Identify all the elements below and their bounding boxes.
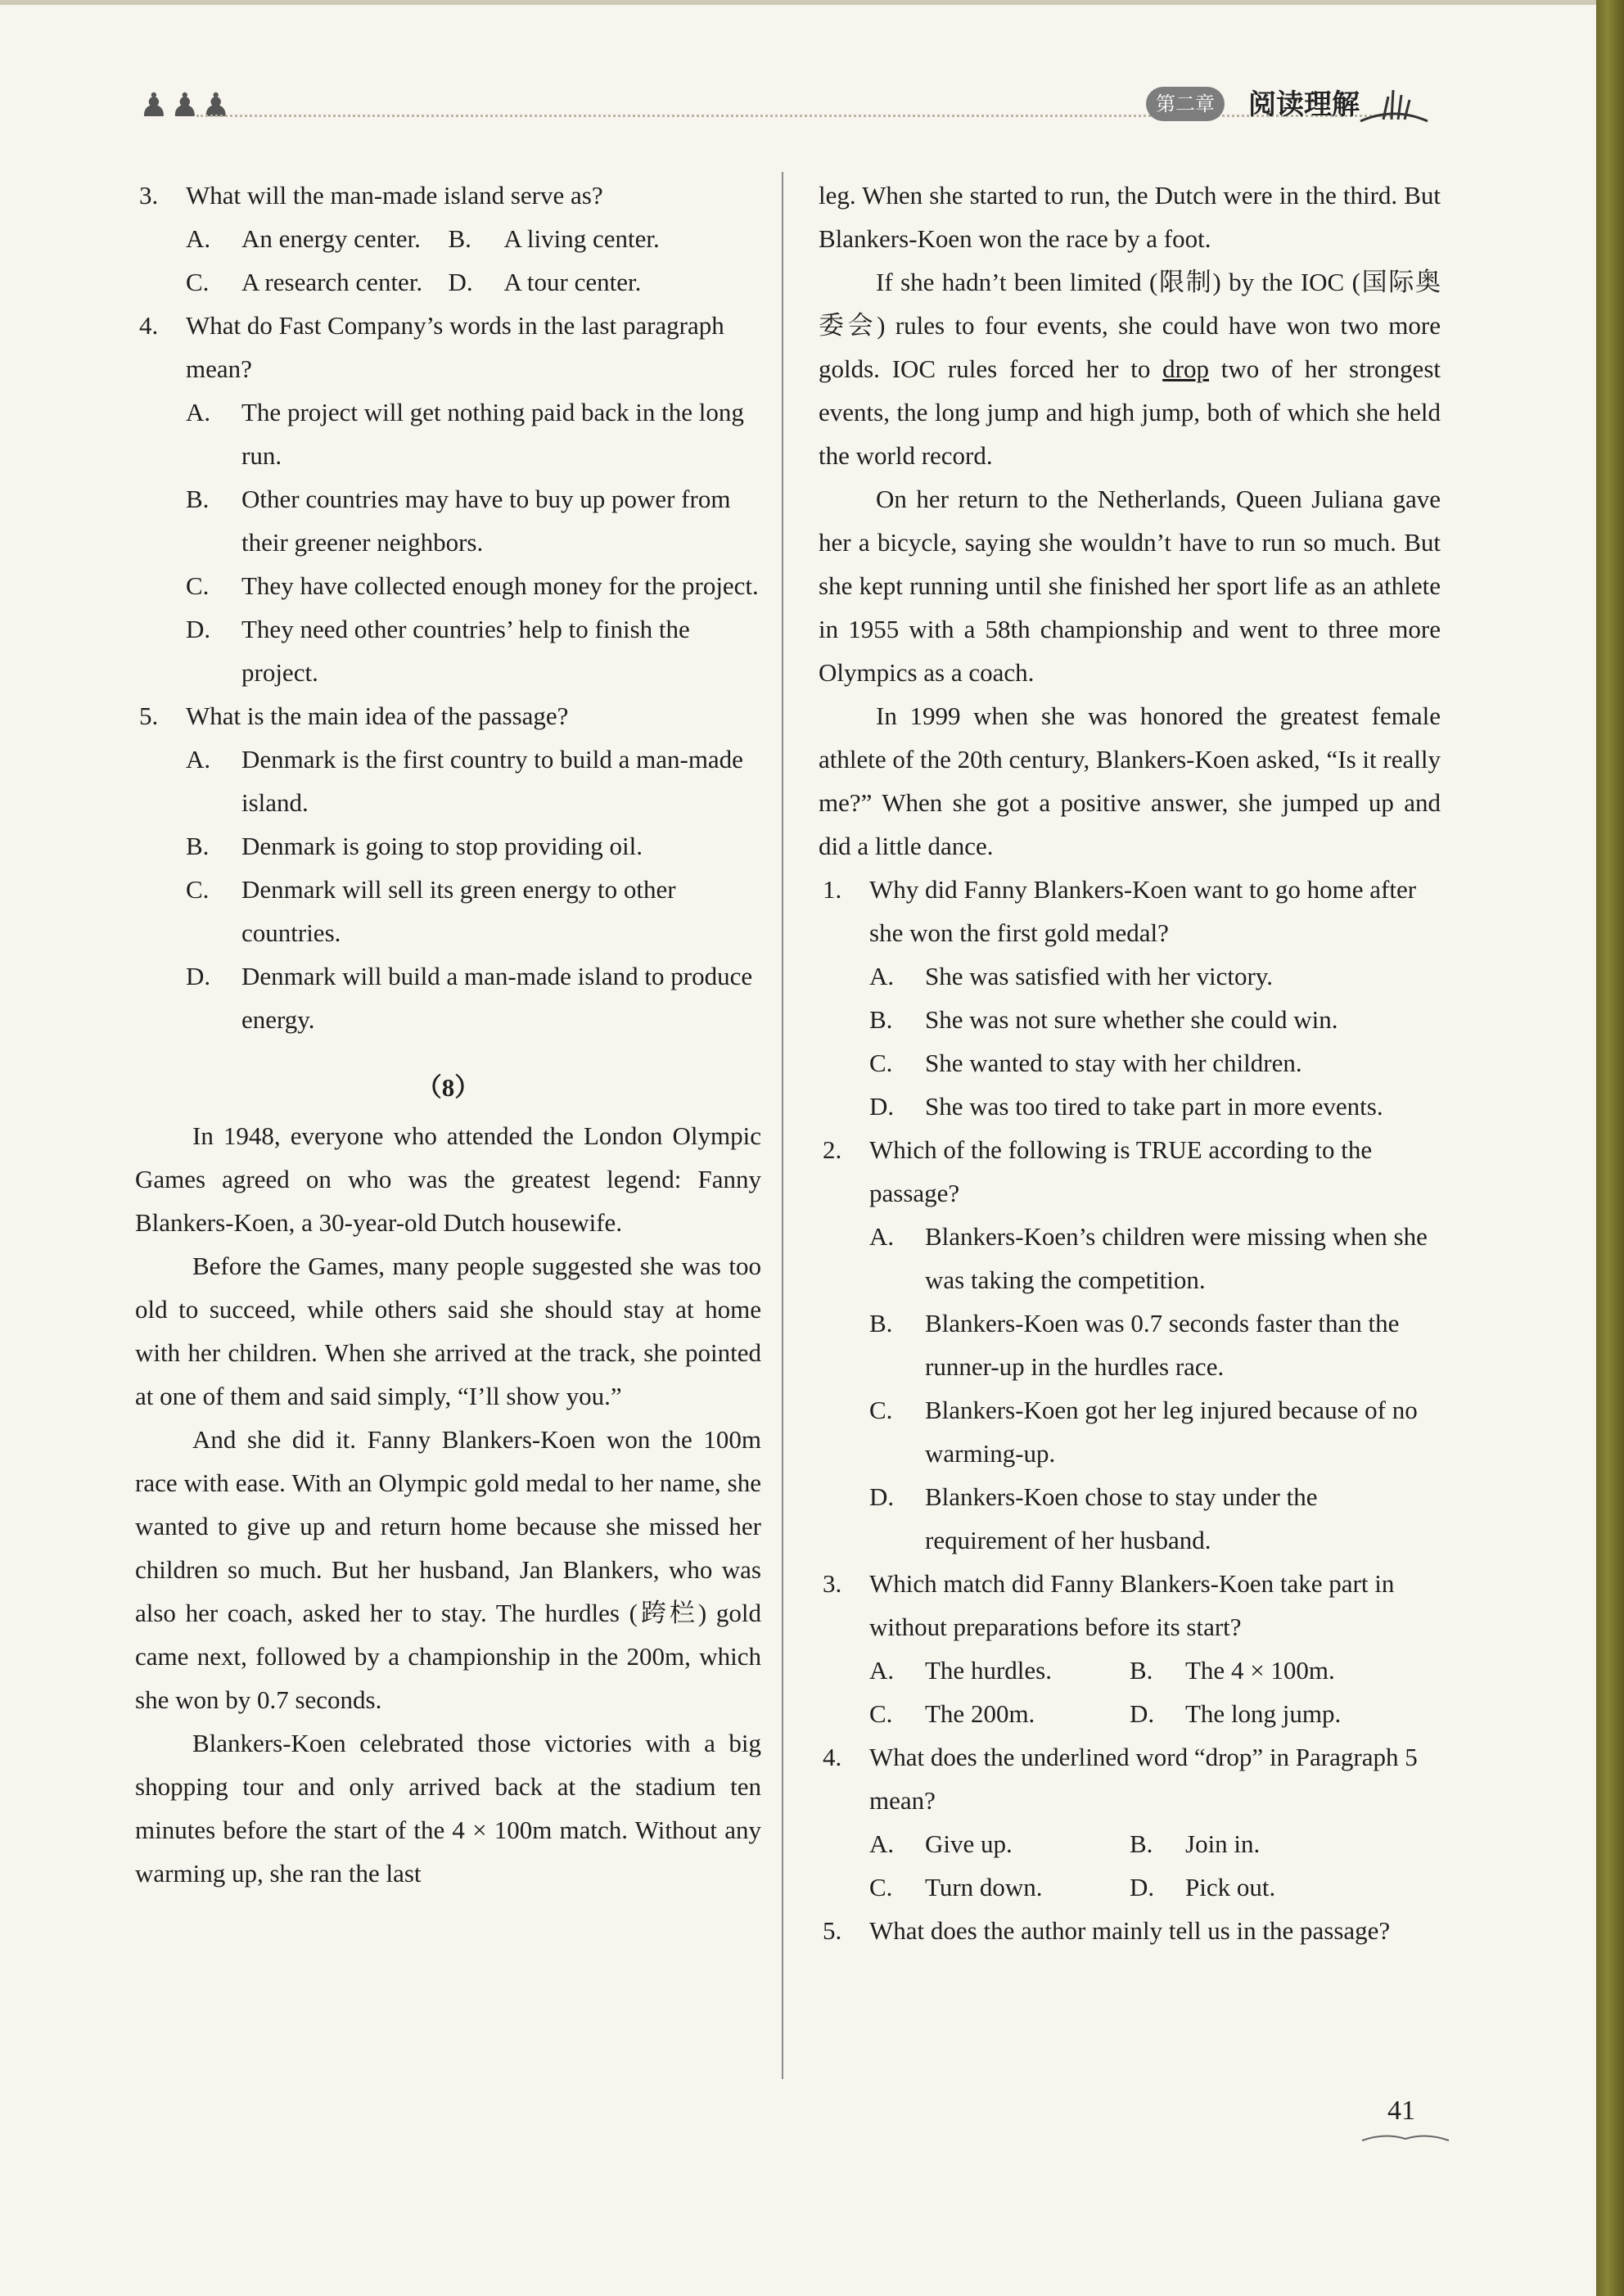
page-number: 41 — [1387, 2095, 1415, 2126]
passage-paragraph: And she did it. Fanny Blankers-Koen won the 100m race with ease. With an Olympic gold medal to her name, she wanted to give up and return home because she missed her children so much. But her husband, Jan Blankers, who was also her coach, asked her to stay. The hurdles (跨栏) gold came next, followed by a championship in the 200m, which she won by 0.7 seconds. — [135, 1425, 761, 1714]
passage-paragraph: Before the Games, many people suggested she was too old to succeed, while others said she should stay at home with her children. When she arrived at the track, she pointed at one of them and said simply, “I’ll show you.” — [135, 1252, 761, 1410]
option-text: The 4 × 100m. — [1185, 1656, 1335, 1685]
question — [135, 174, 761, 217]
option-text: She was not sure whether she could win. — [925, 1005, 1338, 1034]
option-label: D. — [186, 962, 211, 990]
answer-option — [135, 954, 761, 1041]
option-label: B. — [1130, 1656, 1153, 1685]
option-text: A research center. — [241, 268, 423, 296]
option-text: Turn down. — [925, 1873, 1043, 1901]
option-label: B. — [448, 224, 471, 253]
answer-option — [819, 1692, 1130, 1735]
option-text: The long jump. — [1185, 1699, 1342, 1728]
question — [819, 1128, 1441, 1215]
answer-option — [819, 1822, 1130, 1865]
option-text: She wanted to stay with her children. — [925, 1049, 1302, 1077]
answer-option-row — [135, 217, 761, 260]
answer-option — [135, 477, 761, 564]
option-label: B. — [186, 485, 210, 513]
option-label: A. — [186, 224, 211, 253]
option-label: A. — [869, 1656, 895, 1685]
answer-option — [449, 217, 762, 260]
answer-option — [135, 824, 761, 868]
option-label: D. — [869, 1482, 895, 1511]
option-text: Denmark is the first country to build a man-made island. — [241, 745, 743, 817]
question — [135, 694, 761, 738]
option-label: D. — [448, 268, 473, 296]
question — [819, 1909, 1441, 1952]
option-label: A. — [186, 398, 211, 426]
answer-option-row — [819, 1822, 1441, 1865]
book-binding-edge — [1596, 0, 1624, 2296]
question-number: 1. — [823, 875, 842, 904]
answer-option — [819, 1649, 1130, 1692]
option-text: An energy center. — [241, 224, 421, 253]
grass-ornament-icon — [1359, 82, 1429, 124]
page-number-ornament-icon — [1360, 2131, 1450, 2144]
passage-paragraph-continued: leg. When she started to run, the Dutch were in the third. But Blankers-Koen won the race by a foot. — [819, 181, 1441, 253]
option-label: C. — [869, 1049, 893, 1077]
option-text: Blankers-Koen got her leg injured because of no warming-up. — [925, 1396, 1418, 1468]
option-text: The 200m. — [925, 1699, 1035, 1728]
question-text: Why did Fanny Blankers-Koen want to go home after she won the first gold medal? — [869, 875, 1417, 947]
answer-option — [135, 390, 761, 477]
question-text: What does the author mainly tell us in the passage? — [869, 1916, 1391, 1945]
answer-option — [819, 954, 1441, 998]
option-text: They have collected enough money for the project. — [241, 571, 759, 600]
answer-option-row — [135, 260, 761, 304]
question-number: 2. — [823, 1135, 842, 1164]
answer-option — [135, 738, 761, 824]
option-text: The project will get nothing paid back in the long run. — [241, 398, 744, 470]
option-text: Blankers-Koen was 0.7 seconds faster than the runner-up in the hurdles race. — [925, 1309, 1400, 1381]
question — [819, 868, 1441, 954]
question-number: 5. — [823, 1916, 842, 1945]
passage-paragraph: On her return to the Netherlands, Queen Juliana gave her a bicycle, saying she wouldn’t have to run so much. But she kept running until she finished her sport life as an athlete in 1955 with a 58th championship and went to three more Olympics as a coach. — [819, 485, 1441, 687]
option-label: A. — [869, 962, 895, 990]
option-text: Other countries may have to buy up power from their greener neighbors. — [241, 485, 731, 557]
option-label: C. — [186, 268, 210, 296]
option-label: D. — [1130, 1699, 1155, 1728]
option-text: A living center. — [503, 224, 660, 253]
left-column — [135, 174, 761, 1895]
option-label: C. — [186, 875, 210, 904]
underlined-word: drop — [1162, 354, 1209, 383]
option-text: Blankers-Koen’s children were missing when she was taking the competition. — [925, 1222, 1428, 1294]
page-top-edge — [0, 0, 1596, 5]
question-number: 4. — [823, 1743, 842, 1771]
question-text: What is the main idea of the passage? — [186, 701, 569, 730]
answer-option — [135, 217, 449, 260]
passage-paragraph — [819, 260, 1441, 477]
answer-option — [135, 607, 761, 694]
answer-option — [819, 1475, 1441, 1562]
option-text: She was too tired to take part in more events. — [925, 1092, 1383, 1121]
option-text: The hurdles. — [925, 1656, 1052, 1685]
option-label: B. — [869, 1309, 893, 1337]
answer-option — [819, 1301, 1441, 1388]
option-label: C. — [869, 1396, 893, 1424]
running-figures-icon: ♟♟♟ — [139, 87, 232, 124]
option-label: D. — [186, 615, 211, 643]
option-text: Blankers-Koen chose to stay under the requirement of her husband. — [925, 1482, 1318, 1554]
option-text: Denmark is going to stop providing oil. — [241, 832, 643, 860]
passage-paragraph: In 1948, everyone who attended the London Olympic Games agreed on who was the greatest legend: Fanny Blankers-Koen, a 30-year-old Dutch housewife. — [135, 1121, 761, 1237]
answer-option — [449, 260, 762, 304]
chapter-title: 阅读理解 — [1248, 88, 1360, 121]
answer-option-row — [819, 1692, 1441, 1735]
option-text: Give up. — [925, 1829, 1013, 1858]
option-label: C. — [186, 571, 210, 600]
option-text: She was satisfied with her victory. — [925, 962, 1274, 990]
question — [135, 304, 761, 390]
option-label: D. — [1130, 1873, 1155, 1901]
passage-paragraph: In 1999 when she was honored the greatest female athlete of the 20th century, Blankers-Koen asked, “Is it really me?” When she got a positive answer, she jumped up and did a little dance. — [819, 701, 1441, 860]
question-number: 4. — [139, 311, 159, 340]
option-text: Denmark will sell its green energy to other countries. — [241, 875, 676, 947]
option-text: They need other countries’ help to finish the project. — [241, 615, 690, 687]
answer-option — [1130, 1822, 1441, 1865]
answer-option — [135, 564, 761, 607]
answer-option — [819, 998, 1441, 1041]
option-text: Join in. — [1185, 1829, 1261, 1858]
option-label: C. — [869, 1699, 893, 1728]
answer-option-row — [819, 1649, 1441, 1692]
answer-option — [135, 260, 449, 304]
option-label: A. — [186, 745, 211, 774]
chapter-badge: 第二章 — [1146, 87, 1225, 121]
answer-option — [135, 868, 761, 954]
answer-option — [819, 1388, 1441, 1475]
option-text: A tour center. — [503, 268, 642, 296]
question-number: 3. — [139, 181, 159, 210]
answer-option — [819, 1085, 1441, 1128]
answer-option — [819, 1865, 1130, 1909]
paragraph-text: If she hadn’t been limited (限制) by the IOC (国际奥委会) rules to four events, she could have won two more golds. IOC rules forced her to — [819, 268, 1441, 383]
right-column — [819, 174, 1441, 1952]
passage-paragraph: Blankers-Koen celebrated those victories with a big shopping tour and only arrived back at the stadium ten minutes before the start of the 4 × 100m match. Without any warming up, she ran the last — [135, 1729, 761, 1888]
option-label: A. — [869, 1222, 895, 1251]
question-text: What does the underlined word “drop” in Paragraph 5 mean? — [869, 1743, 1418, 1815]
answer-option — [1130, 1865, 1441, 1909]
question-text: Which of the following is TRUE according to the passage? — [869, 1135, 1373, 1207]
paragraph-text: two of her strongest events, the long jump and high jump, both of which she held the world record. — [819, 354, 1441, 470]
option-label: B. — [869, 1005, 893, 1034]
question-text: Which match did Fanny Blankers-Koen take part in without preparations before its start? — [869, 1569, 1395, 1641]
question — [819, 1562, 1441, 1649]
answer-option — [1130, 1692, 1441, 1735]
answer-option — [819, 1041, 1441, 1085]
option-text: Pick out. — [1185, 1873, 1276, 1901]
question-number: 5. — [139, 701, 159, 730]
option-label: D. — [869, 1092, 895, 1121]
option-label: B. — [186, 832, 210, 860]
option-label: C. — [869, 1873, 893, 1901]
question-text: What do Fast Company’s words in the last paragraph mean? — [186, 311, 724, 383]
column-divider — [782, 172, 783, 2079]
answer-option — [1130, 1649, 1441, 1692]
option-label: A. — [869, 1829, 895, 1858]
question-number: 3. — [823, 1569, 842, 1598]
option-label: B. — [1130, 1829, 1153, 1858]
section-heading: （8） — [416, 1073, 480, 1102]
answer-option — [819, 1215, 1441, 1301]
question — [819, 1735, 1441, 1822]
question-text: What will the man-made island serve as? — [186, 181, 603, 210]
option-text: Denmark will build a man-made island to produce energy. — [241, 962, 753, 1034]
answer-option-row — [819, 1865, 1441, 1909]
